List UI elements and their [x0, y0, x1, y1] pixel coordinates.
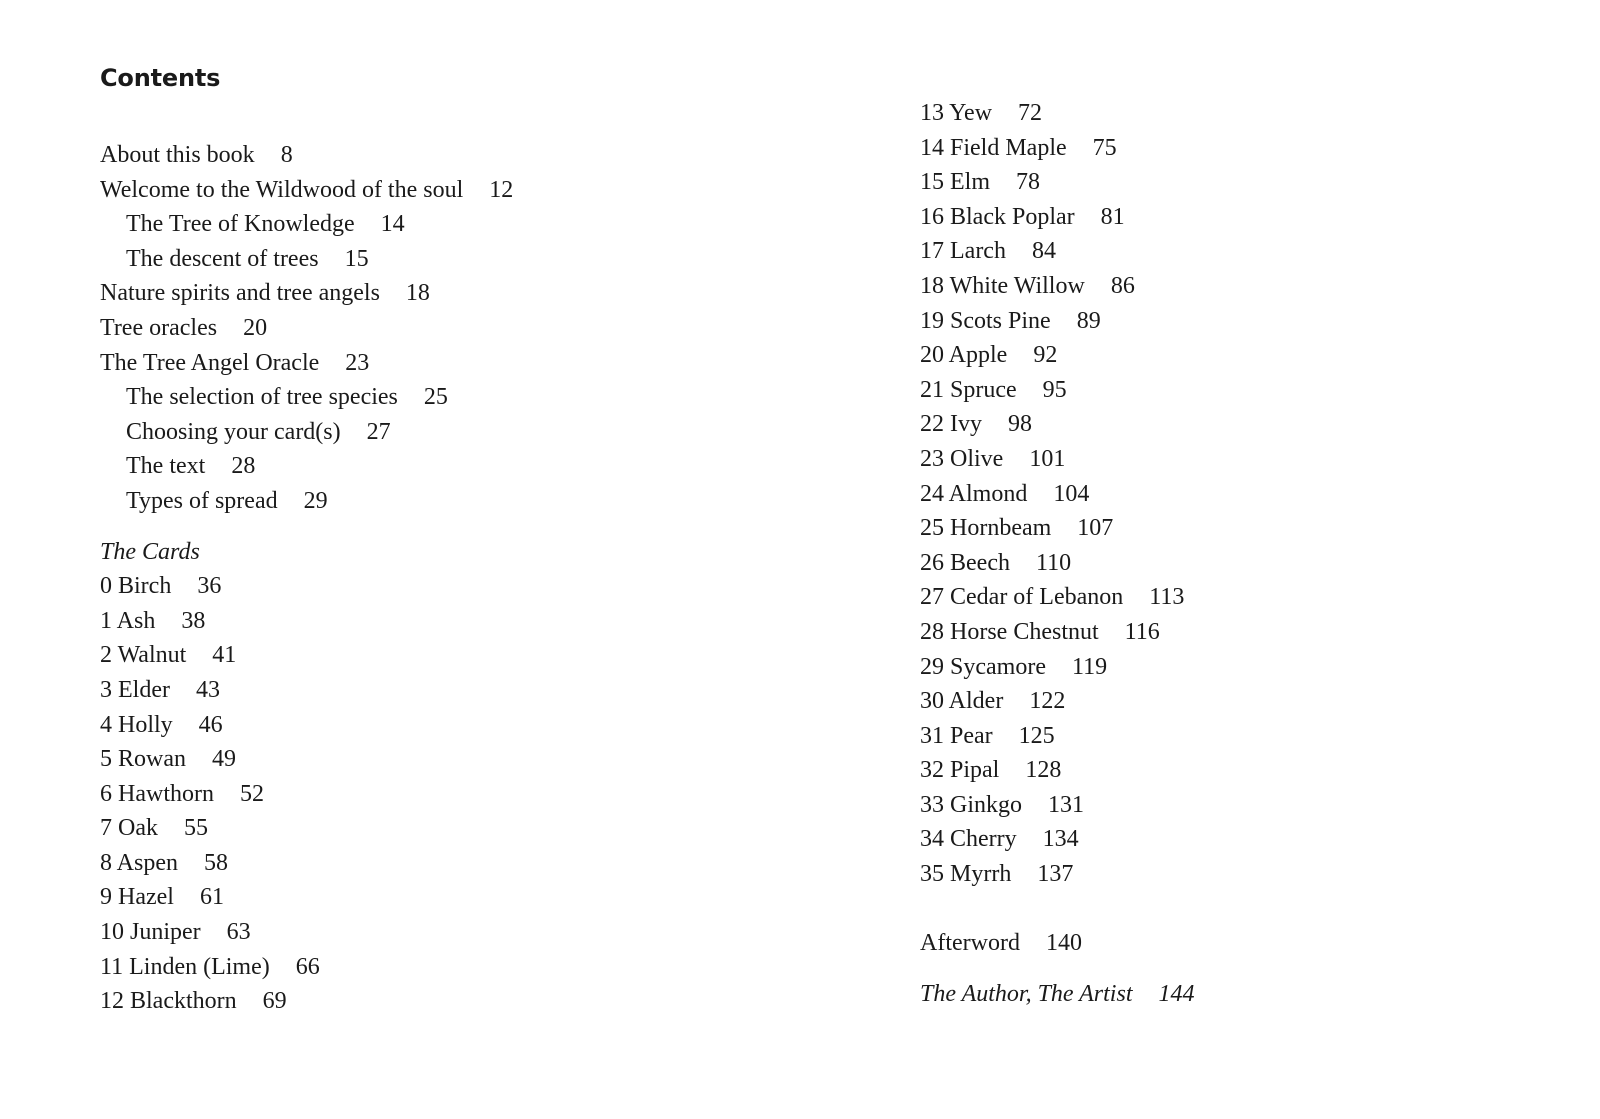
toc-entry [100, 984, 513, 1019]
entry-title: 10 Juniper [100, 919, 201, 946]
toc-entry [100, 880, 513, 915]
toc-entry [920, 304, 1194, 339]
entry-title: 26 Beech [920, 549, 1010, 576]
toc-entry-author-artist [920, 977, 1194, 1012]
entry-title: 16 Black Poplar [920, 203, 1075, 230]
toc-subentry [100, 415, 513, 450]
entry-page: 58 [204, 849, 228, 876]
entry-page: 18 [405, 280, 430, 307]
entry-title: 23 Olive [920, 445, 1004, 472]
entry-page: 41 [212, 642, 237, 669]
entry-page: 131 [1048, 791, 1084, 818]
contents-column-left [100, 138, 513, 1019]
entry-title: 19 Scots Pine [920, 307, 1051, 334]
entry-title: 9 Hazel [100, 884, 174, 911]
entry-title: 1 Ash [100, 607, 156, 634]
entry-page: 92 [1033, 342, 1058, 369]
entry-title: The descent of trees [126, 245, 319, 272]
toc-entry [920, 719, 1194, 754]
entry-title: The Cards [100, 538, 200, 565]
entry-page: 46 [198, 711, 223, 738]
entry-page: 52 [239, 780, 264, 807]
toc-entry [920, 442, 1194, 477]
toc-entry [920, 615, 1194, 650]
toc-entry [100, 915, 513, 950]
page-title: Contents [100, 64, 221, 92]
toc-entry [920, 650, 1194, 685]
entry-title: 13 Yew [920, 100, 993, 126]
entry-page: 98 [1008, 411, 1032, 438]
toc-entry [100, 569, 513, 604]
toc-entry [920, 200, 1194, 235]
entry-page: 28 [231, 453, 256, 480]
toc-subentry [100, 242, 513, 277]
entry-title: 0 Birch [100, 573, 172, 600]
toc-entry [920, 511, 1194, 546]
entry-page: 69 [262, 988, 287, 1015]
entry-page: 20 [243, 314, 268, 341]
entry-page: 12 [489, 176, 514, 203]
entry-page: 116 [1124, 618, 1160, 645]
toc-entry [100, 276, 513, 311]
toc-entry [100, 673, 513, 708]
toc-entry [100, 138, 513, 173]
entry-page: 43 [195, 676, 220, 703]
toc-subentry [100, 380, 513, 415]
toc-entry [920, 788, 1194, 823]
entry-page: 38 [181, 607, 206, 634]
entry-title: 27 Cedar of Lebanon [920, 584, 1124, 611]
toc-entry [920, 96, 1194, 131]
entry-title: 4 Holly [100, 711, 173, 738]
entry-title: 15 Elm [920, 169, 990, 196]
entry-page: 104 [1053, 480, 1090, 507]
entry-page: 125 [1018, 722, 1055, 749]
entry-page: 137 [1037, 861, 1074, 888]
entry-title: 12 Blackthorn [100, 988, 237, 1015]
entry-page: 101 [1029, 445, 1066, 472]
toc-subentry [100, 484, 513, 519]
entry-title: 3 Elder [100, 676, 170, 703]
entry-title: Types of spread [126, 487, 278, 514]
entry-page: 49 [212, 746, 236, 773]
entry-page: 107 [1077, 515, 1114, 542]
toc-entry [920, 822, 1194, 857]
toc-entry [100, 846, 513, 881]
entry-page: 122 [1029, 688, 1066, 715]
entry-page: 75 [1092, 134, 1117, 161]
toc-entry-afterword [920, 926, 1194, 961]
toc-entry [100, 638, 513, 673]
entry-title: 34 Cherry [920, 826, 1017, 853]
toc-entry [920, 753, 1194, 788]
entry-page: 55 [183, 815, 208, 842]
entry-title: 25 Hornbeam [920, 515, 1052, 542]
toc-entry [920, 131, 1194, 166]
section-heading-the-cards [100, 535, 513, 570]
toc-entry [100, 811, 513, 846]
entry-title: The Tree Angel Oracle [100, 349, 320, 376]
entry-page: 81 [1100, 203, 1125, 230]
toc-entry [920, 684, 1194, 719]
entry-title: 11 Linden (Lime) [100, 953, 270, 980]
toc-entry [100, 950, 513, 985]
entry-page: 8 [280, 142, 293, 168]
entry-title: 30 Alder [920, 688, 1004, 715]
entry-page: 23 [345, 349, 370, 376]
toc-entry [100, 777, 513, 812]
toc-entry [100, 742, 513, 777]
toc-entry [920, 269, 1194, 304]
toc-entry [920, 373, 1194, 408]
entry-page: 86 [1110, 272, 1135, 299]
toc-subentry [100, 449, 513, 484]
toc-entry [920, 857, 1194, 892]
entry-title: 24 Almond [920, 480, 1028, 507]
entry-title: Welcome to the Wildwood of the soul [100, 176, 464, 203]
entry-page: 72 [1018, 100, 1043, 126]
entry-page: 84 [1031, 238, 1056, 265]
toc-entry [920, 580, 1194, 615]
entry-title: 22 Ivy [920, 411, 982, 438]
entry-title: 2 Walnut [100, 642, 187, 669]
entry-page: 113 [1149, 584, 1185, 611]
entry-title: The selection of tree species [126, 384, 398, 411]
entry-page: 128 [1025, 757, 1062, 784]
toc-entry [920, 234, 1194, 269]
contents-column-right [920, 96, 1194, 1012]
toc-entry [920, 407, 1194, 442]
entry-title: Afterword [920, 929, 1020, 956]
entry-page: 110 [1035, 549, 1072, 576]
entry-page: 29 [303, 487, 328, 514]
entry-title: 21 Spruce [920, 376, 1017, 403]
entry-title: 14 Field Maple [920, 134, 1067, 161]
entry-title: 5 Rowan [100, 746, 186, 773]
entry-title: Choosing your card(s) [126, 418, 341, 445]
entry-page: 78 [1016, 169, 1040, 196]
entry-title: 17 Larch [920, 238, 1006, 265]
toc-entry [100, 173, 513, 208]
entry-page: 14 [380, 211, 405, 238]
toc-entry [100, 311, 513, 346]
entry-title: The text [126, 453, 206, 480]
toc-entry [100, 708, 513, 743]
entry-title: 35 Myrrh [920, 861, 1012, 888]
toc-entry [100, 346, 513, 381]
toc-entry [920, 477, 1194, 512]
entry-page: 66 [295, 953, 320, 980]
entry-title: 6 Hawthorn [100, 780, 214, 807]
entry-title: The Tree of Knowledge [126, 211, 355, 238]
entry-title: 7 Oak [100, 815, 158, 842]
entry-title: Tree oracles [100, 314, 218, 341]
entry-page: 140 [1045, 929, 1082, 956]
entry-title: 8 Aspen [100, 849, 178, 876]
entry-page: 25 [423, 384, 448, 411]
entry-page: 119 [1071, 653, 1108, 680]
entry-page: 63 [226, 919, 251, 946]
entry-page: 15 [344, 245, 369, 272]
entry-title: 33 Ginkgo [920, 791, 1022, 818]
entry-page: 95 [1042, 376, 1067, 403]
toc-entry [920, 546, 1194, 581]
entry-page: 144 [1158, 981, 1195, 1008]
entry-title: 18 White Willow [920, 272, 1085, 299]
entry-title: 28 Horse Chestnut [920, 618, 1099, 645]
entry-page: 61 [199, 884, 224, 911]
entry-page: 36 [197, 573, 222, 600]
toc-entry [920, 165, 1194, 200]
entry-title: The Author, The Artist [920, 981, 1133, 1008]
toc-entry [920, 338, 1194, 373]
entry-title: About this book [100, 142, 255, 168]
entry-page: 89 [1076, 307, 1101, 334]
entry-title: 20 Apple [920, 342, 1008, 369]
entry-page: 134 [1042, 826, 1079, 853]
entry-page: 27 [366, 418, 391, 445]
toc-subentry [100, 207, 513, 242]
entry-title: 31 Pear [920, 722, 993, 749]
entry-title: 29 Sycamore [920, 653, 1046, 680]
entry-title: Nature spirits and tree angels [100, 280, 380, 307]
entry-title: 32 Pipal [920, 757, 1000, 784]
toc-entry [100, 604, 513, 639]
